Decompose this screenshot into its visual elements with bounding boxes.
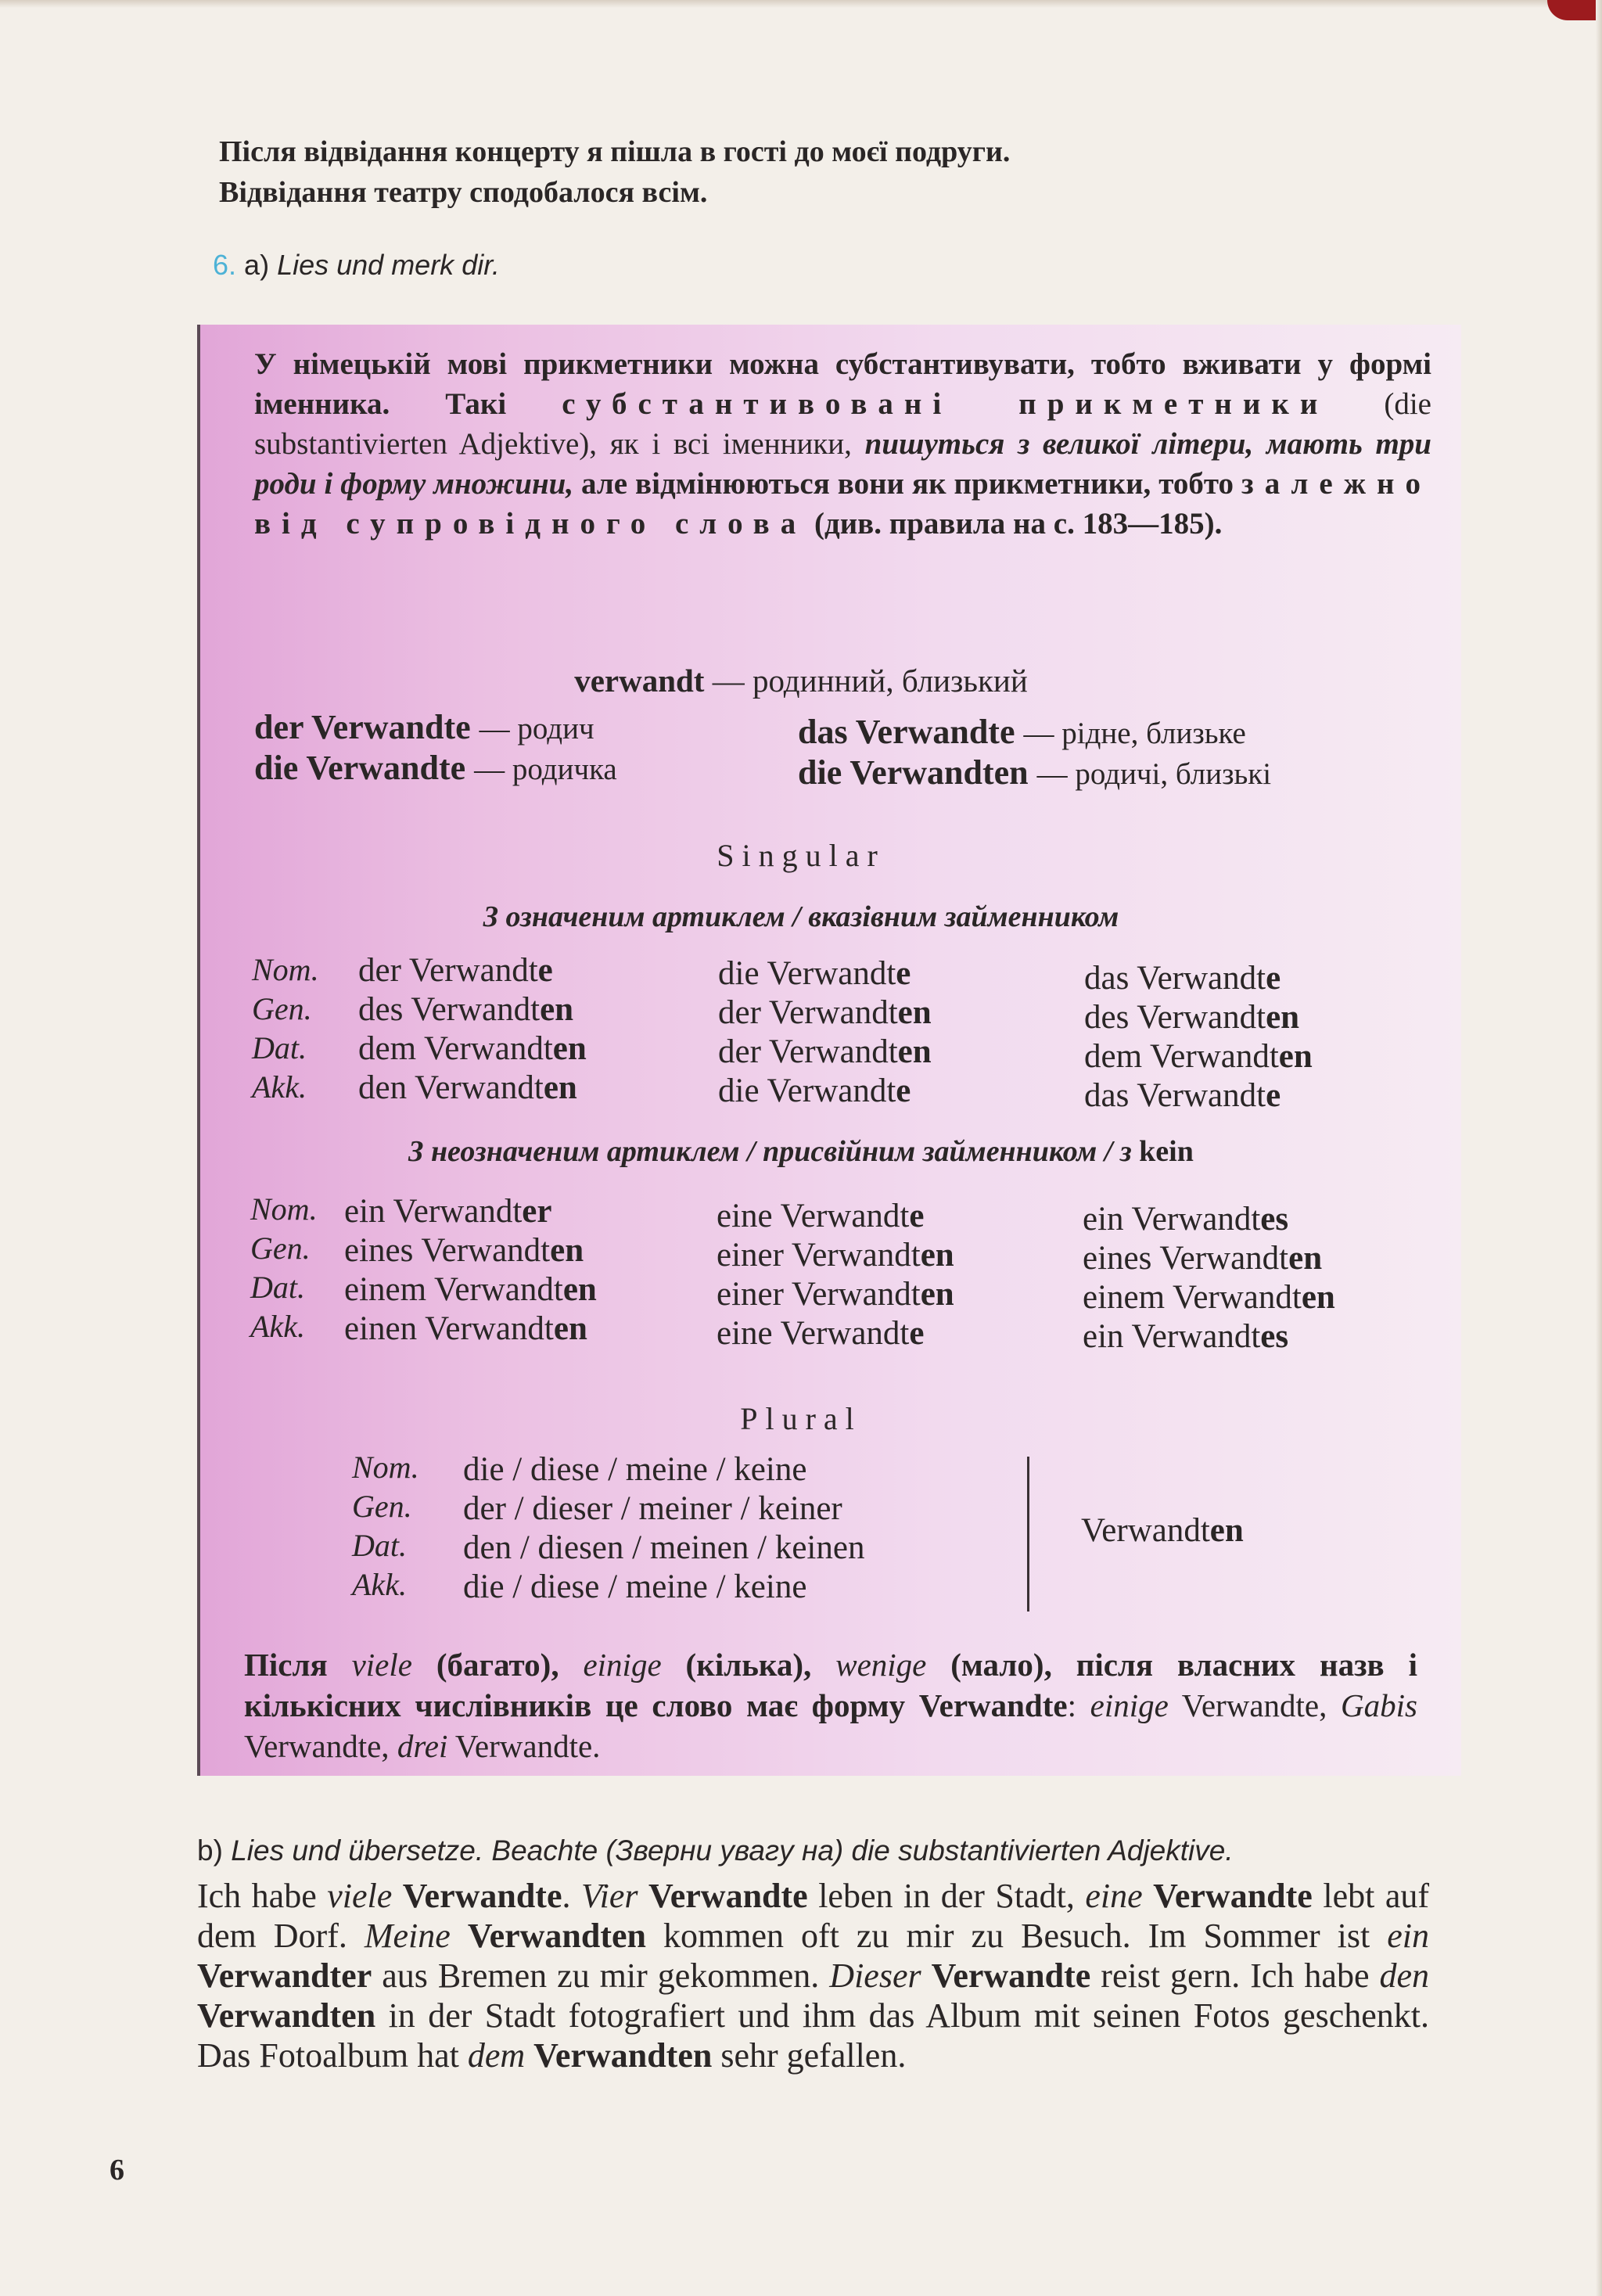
rule-spaced-term: залежно від супровідного слова <box>254 467 1431 541</box>
plural-determiners: die / diese / meine / keine <box>463 1568 807 1605</box>
rule-italic-text: пишуться з великої літери, мають три роди і форму множини, <box>254 427 1432 501</box>
exercise-6b-header <box>197 1834 1234 1867</box>
case-label: Dat. <box>252 1030 307 1065</box>
rule-text: (див. правила на с. 183—185). <box>806 507 1223 541</box>
exercise-number: 6. <box>213 249 237 281</box>
vocab-masculine <box>254 707 594 747</box>
part-label: a) <box>244 249 270 281</box>
vocab-word: die Verwandte <box>254 749 466 787</box>
vocab-translation: — родич <box>479 712 594 746</box>
plural-noun: Verwandten <box>1081 1512 1244 1549</box>
neuter-form: ein Verwandtes <box>1083 1318 1289 1355</box>
neuter-form: einem Verwandten <box>1083 1279 1335 1316</box>
feminine-form: einer Verwandten <box>717 1237 954 1274</box>
feminine-form: einer Verwandten <box>717 1276 954 1313</box>
vocab-translation: — родичка <box>474 753 617 786</box>
intro-line: Відвідання театру сподобалося всім. <box>219 176 708 209</box>
neuter-form: eines Verwandten <box>1083 1240 1323 1277</box>
rule-note: Після viele (багато), einige (кілька), wenige (мало), після власних назв і кількісних числівників це слово має форму Verwandte: einige Verwandte, Gabis Verwandte, drei Verwandte. <box>244 1647 1417 1764</box>
case-label: Dat. <box>352 1528 407 1563</box>
bracket-divider <box>1027 1457 1029 1612</box>
exercise-instruction: Lies und merk dir. <box>277 249 500 281</box>
neuter-form: dem Verwandten <box>1084 1038 1313 1075</box>
feminine-form: die Verwandte <box>718 1073 911 1109</box>
rule-text: У німецькій мові прикметники можна субстантивувати, тобто вживати у формі іменника. Такі <box>254 347 1431 421</box>
case-label: Gen. <box>352 1489 412 1524</box>
masculine-form: eines Verwandten <box>344 1232 584 1269</box>
heading-text: З неозначеним артиклем / присвійним займенником / з <box>408 1135 1140 1168</box>
case-label: Dat. <box>250 1270 305 1305</box>
vocab-neuter <box>798 712 1246 752</box>
headword-line <box>0 662 1602 699</box>
reading-text: Ich habe viele Verwandte. Vier Verwandte leben in der Stadt, eine Verwandte lebt auf dem Dorf. Meine Verwandten kommen oft zu mir zu Besuch. Im Sommer ist ein Verwandter aus Bremen zu mir gekommen. Dieser Verwandte reist gern. Ich habe den Verwandten in der Stadt fotografiert und ihm das Album mit seinen Fotos geschenkt. Das Fotoalbum hat dem Verwandten sehr gefallen. <box>197 1877 1430 2075</box>
feminine-form: eine Verwandte <box>717 1198 925 1234</box>
case-label: Nom. <box>352 1450 419 1485</box>
vocab-feminine <box>254 748 617 788</box>
headword: verwandt <box>574 663 705 699</box>
vocab-translation: — рідне, близьке <box>1023 717 1246 750</box>
red-corner-mark <box>1547 0 1602 20</box>
vocab-word: die Verwandten <box>798 753 1029 792</box>
masculine-form: einem Verwandten <box>344 1271 597 1308</box>
heading-kein: kein <box>1139 1135 1194 1168</box>
masculine-form: den Verwandten <box>358 1069 577 1106</box>
feminine-form: der Verwandten <box>718 1033 932 1070</box>
exercise-instruction: Lies und übersetze. Beachte (Зверни увагу на) die substantivierten Adjektive. <box>231 1834 1234 1867</box>
rule-text: (die substantivierten Adjektive), як і всі іменники, <box>254 387 1431 461</box>
case-label: Gen. <box>252 991 312 1026</box>
part-label: b) <box>197 1834 223 1867</box>
feminine-form: der Verwandten <box>718 994 932 1031</box>
masculine-form: einen Verwandten <box>344 1310 587 1347</box>
singular-heading: Singular <box>717 838 885 873</box>
vocab-word: das Verwandte <box>798 713 1015 751</box>
headword-translation: — родинний, близький <box>712 663 1028 699</box>
case-label: Akk. <box>252 1069 307 1105</box>
case-label: Akk. <box>352 1567 407 1602</box>
rule-text: але відмінюються вони як прикметники, тобто <box>573 467 1242 501</box>
plural-determiners: die / diese / meine / keine <box>463 1451 807 1488</box>
definite-article-heading: З означеним артиклем / вказівним займенником <box>483 900 1119 933</box>
case-label: Nom. <box>250 1191 318 1227</box>
case-label: Akk. <box>250 1309 305 1344</box>
page-top-edge <box>0 0 1602 8</box>
intro-line: Після відвідання концерту я пішла в гості до моєї подруги. <box>219 135 1011 168</box>
exercise-6-header <box>213 249 500 282</box>
intro-sentences <box>219 131 1392 213</box>
case-label: Gen. <box>250 1231 311 1266</box>
neuter-form: ein Verwandtes <box>1083 1201 1289 1238</box>
vocab-plural <box>798 753 1271 792</box>
vocab-translation: — родичі, близькі <box>1036 757 1272 791</box>
feminine-form: die Verwandte <box>718 955 911 992</box>
feminine-form: eine Verwandte <box>717 1315 925 1352</box>
rule-paragraph <box>254 344 1431 544</box>
masculine-form: dem Verwandten <box>358 1030 587 1067</box>
rule-spaced-term: субстантивовані прикметники <box>562 387 1329 421</box>
indefinite-article-heading <box>0 1134 1602 1169</box>
plural-determiners: den / diesen / meinen / keinen <box>463 1529 865 1566</box>
neuter-form: des Verwandten <box>1084 999 1300 1036</box>
masculine-form: des Verwandten <box>358 991 574 1028</box>
neuter-form: das Verwandte <box>1084 1077 1281 1114</box>
masculine-form: ein Verwandter <box>344 1193 552 1230</box>
page-number: 6 <box>110 2154 124 2186</box>
vocab-word: der Verwandte <box>254 708 471 746</box>
masculine-form: der Verwandte <box>358 952 553 989</box>
neuter-form: das Verwandte <box>1084 960 1281 997</box>
case-label: Nom. <box>252 952 319 987</box>
plural-determiners: der / dieser / meiner / keiner <box>463 1490 842 1527</box>
plural-heading: Plural <box>740 1401 862 1436</box>
